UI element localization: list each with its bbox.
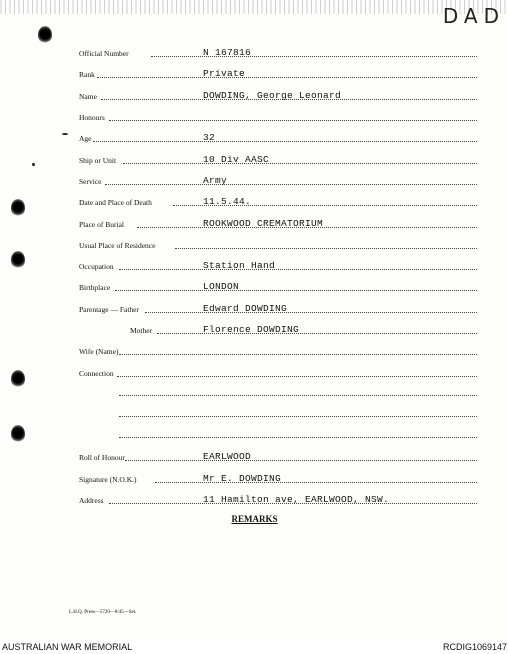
dotted-line — [117, 376, 477, 377]
field-value: Station Hand — [203, 260, 276, 271]
field-name — [79, 88, 477, 102]
punch-hole — [11, 199, 25, 217]
field-ship-or-unit — [79, 152, 477, 166]
field-label: Wife (Name) — [79, 347, 119, 356]
archive-footer — [0, 640, 509, 654]
dotted-line — [105, 184, 477, 185]
field-label: Roll of Honour — [79, 453, 125, 462]
field-label: Official Number — [79, 49, 129, 58]
field-service — [79, 173, 477, 187]
record-id: RCDIG1069147 — [442, 642, 507, 652]
field-label: Parentage — Father — [79, 305, 139, 314]
field-label: Honours — [79, 113, 105, 122]
field-usual-residence — [79, 237, 477, 251]
field-label: Birthplace — [79, 283, 111, 292]
field-label: Mother — [130, 326, 153, 335]
punch-hole — [11, 370, 25, 388]
field-honours — [79, 109, 477, 123]
field-label: Signature (N.O.K.) — [79, 475, 137, 484]
stamp-letters: DAD — [442, 4, 505, 28]
field-connection — [79, 365, 477, 379]
field-value: ROOKWOOD CREMATORIUM — [203, 218, 324, 229]
dotted-line — [175, 248, 477, 249]
field-value: Army — [203, 175, 228, 186]
dotted-line — [123, 163, 477, 164]
scan-edge — [0, 0, 509, 14]
field-mother — [79, 322, 477, 336]
dotted-line — [115, 290, 477, 291]
field-value: N 167816 — [203, 47, 252, 58]
ink-mark — [32, 163, 35, 166]
field-place-of-burial — [79, 216, 477, 230]
field-value: Mr E. DOWDING — [203, 473, 282, 484]
field-value: 11.5.44. — [203, 196, 252, 207]
dotted-line — [145, 312, 477, 313]
field-signature-nok — [79, 471, 477, 485]
dotted-line — [119, 269, 477, 270]
field-rank — [79, 66, 477, 80]
field-value: 11 Hamilton ave, EARLWOOD, NSW. — [203, 494, 390, 505]
field-label: Occupation — [79, 262, 114, 271]
dotted-line — [119, 354, 477, 355]
field-value: Edward DOWDING — [203, 303, 288, 314]
field-occupation — [79, 258, 477, 272]
connection-line — [119, 395, 477, 396]
field-label: Date and Place of Death — [79, 198, 152, 207]
punch-hole — [11, 251, 25, 269]
print-code: L.H.Q. Press—5720—8/45—Set. — [69, 610, 137, 615]
field-label: Age — [79, 134, 92, 143]
field-wife — [79, 343, 477, 357]
field-value: DOWDING, George Leonard — [203, 90, 342, 101]
punch-hole — [38, 26, 52, 44]
field-label: Connection — [79, 369, 114, 378]
punch-hole — [11, 425, 25, 443]
field-label: Service — [79, 177, 102, 186]
field-value: EARLWOOD — [203, 451, 252, 462]
field-label: Address — [79, 496, 104, 505]
field-label: Ship or Unit — [79, 156, 117, 165]
field-label: Place of Burial — [79, 220, 124, 229]
field-label: Usual Place of Residence — [79, 241, 156, 250]
archive-name: AUSTRALIAN WAR MEMORIAL — [2, 642, 133, 652]
field-value: LONDON — [203, 281, 240, 292]
dotted-line — [109, 120, 477, 121]
field-value: Private — [203, 68, 246, 79]
dotted-line — [125, 460, 477, 461]
field-value: Florence DOWDING — [203, 324, 300, 335]
connection-line — [119, 416, 477, 417]
field-date-place-of-death — [79, 194, 477, 208]
field-birthplace — [79, 279, 477, 293]
field-label: Name — [79, 92, 97, 101]
dotted-line — [93, 141, 477, 142]
field-label: Rank — [79, 70, 95, 79]
dotted-line — [151, 56, 477, 57]
field-age — [79, 130, 477, 144]
field-value: 32 — [203, 132, 216, 143]
ink-mark — [62, 133, 68, 135]
remarks-heading: REMARKS — [231, 514, 278, 524]
field-official-number — [79, 45, 477, 59]
field-value: 10 Div AASC — [203, 154, 270, 165]
field-address — [79, 492, 477, 506]
field-roll-of-honour — [79, 449, 477, 463]
field-father — [79, 301, 477, 315]
dotted-line — [97, 77, 477, 78]
connection-line — [119, 437, 477, 438]
